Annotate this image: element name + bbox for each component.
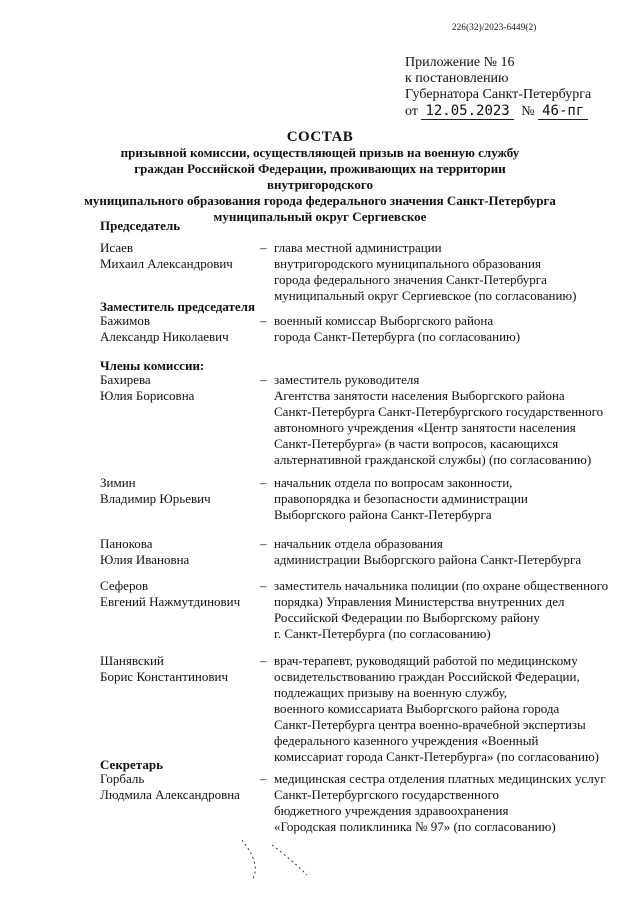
given-names: Владимир Юрьевич [100,491,211,506]
position-line: альтернативной гражданской службы) (по согласованию) [274,452,592,467]
member-position [274,475,624,523]
position-line: города федерального значения Санкт-Петербурга [274,272,547,287]
position-line: федерального казенного учреждения «Военный [274,733,539,748]
member-name [100,313,260,345]
section-secretary: Секретарь [100,757,163,772]
position-line: военный комиссар Выборгского района [274,313,494,328]
member-position [274,578,624,642]
document-title: СОСТАВ [286,129,354,145]
member-name [100,771,260,803]
handwritten-number: 46-пг [538,103,588,120]
position-line: правопорядка и безопасности администрации [274,491,528,506]
member-name [100,475,260,507]
signature-mark [232,835,322,885]
appendix-block [405,55,591,120]
position-line: Агентства занятости населения Выборгского района [274,388,565,403]
position-line: медицинская сестра отделения платных медицинских услуг [274,771,606,786]
position-line: Санкт-Петербургского государственного [274,787,499,802]
member-position [274,653,624,765]
given-names: Александр Николаевич [100,329,229,344]
position-line: заместитель руководителя [274,372,420,387]
position-line: муниципальный округ Сергиевское (по согласованию) [274,288,577,303]
position-line: бюджетного учреждения здравоохранения [274,803,509,818]
position-line: начальник отдела образования [274,536,443,551]
dash: – [260,536,267,551]
position-line: Выборгского района Санкт-Петербурга [274,507,492,522]
position-line: г. Санкт-Петербурга (по согласованию) [274,626,491,641]
surname: Сеферов [100,578,149,593]
surname: Панокова [100,536,153,551]
member-position [274,313,624,345]
subtitle-line: граждан Российской Федерации, проживающих на территории внутригородского [134,161,506,192]
subtitle-line: призывной комиссии, осуществляющей призыв на военную службу [120,145,520,160]
surname: Бажимов [100,313,151,328]
given-names: Борис Константинович [100,669,228,684]
position-line: администрации Выборгского района Санкт-Петербурга [274,552,582,567]
member-name [100,653,260,685]
number-prefix: № [521,104,535,119]
subtitle-line: муниципальный округ Сергиевское [213,209,427,224]
member-name [100,372,260,404]
given-names: Юлия Ивановна [100,552,190,567]
given-names: Михаил Александрович [100,256,233,271]
position-line: Санкт-Петербурга» (в части вопросов, касающихся [274,436,559,451]
position-line: военного комиссариата Выборгского района города [274,701,560,716]
given-names: Людмила Александровна [100,787,240,802]
section-chairman: Председатель [100,218,181,233]
member-position [274,240,624,304]
section-deputy: Заместитель председателя [100,299,256,314]
member-name [100,240,260,272]
handwritten-date: 12.05.2023 [421,103,513,120]
appendix-line-3: Губернатора Санкт-Петербурга [405,87,592,102]
position-line: врач-терапевт, руководящий работой по медицинскому [274,653,578,668]
dash: – [260,578,267,593]
position-line: подлежащих призыву на военную службу, [274,685,507,700]
surname: Зимин [100,475,136,490]
member-position [274,536,624,568]
dash: – [260,771,267,786]
appendix-line-2: к постановлению [405,71,509,86]
position-line: внутригородского муниципального образования [274,256,541,271]
surname: Исаев [100,240,133,255]
surname: Горбаль [100,771,145,786]
position-line: комиссариат города Санкт-Петербурга» (по согласованию) [274,749,599,764]
member-name [100,536,260,568]
surname: Бахирева [100,372,151,387]
dash: – [260,372,267,387]
surname: Шанявский [100,653,164,668]
position-line: начальник отдела по вопросам законности, [274,475,513,490]
position-line: города Санкт-Петербурга (по согласованию) [274,329,521,344]
member-position [274,771,624,835]
dash: – [260,313,267,328]
dash: – [260,240,267,255]
member-name [100,578,260,610]
position-line: заместитель начальника полиции (по охране общественного [274,578,609,593]
date-prefix: от [405,104,418,119]
dash: – [260,475,267,490]
position-line: Санкт-Петербурга Санкт-Петербургского государственного [274,404,604,419]
position-line: Санкт-Петербурга центра военно-врачебной экспертизы [274,717,586,732]
appendix-line-1: Приложение № 16 [405,55,515,70]
position-line: освидетельствованию граждан Российской Федерации, [274,669,580,684]
subtitle-line: муниципального образования города федерального значения Санкт-Петербурга [84,193,556,208]
given-names: Евгений Нажмутдинович [100,594,241,609]
appendix-date-line [405,103,591,120]
position-line: порядка) Управления Министерства внутренних дел [274,594,565,609]
position-line: глава местной администрации [274,240,442,255]
position-line: «Городская поликлиника № 97» (по согласованию) [274,819,556,834]
dash: – [260,653,267,668]
position-line: автономного учреждения «Центр занятости населения [274,420,576,435]
document-reference-number: 226(32)/2023-6449(2) [452,22,537,32]
position-line: Российской Федерации по Выборгскому району [274,610,540,625]
member-position [274,372,624,468]
section-members: Члены комиссии: [100,358,205,373]
given-names: Юлия Борисовна [100,388,195,403]
document-subtitle [80,145,560,225]
